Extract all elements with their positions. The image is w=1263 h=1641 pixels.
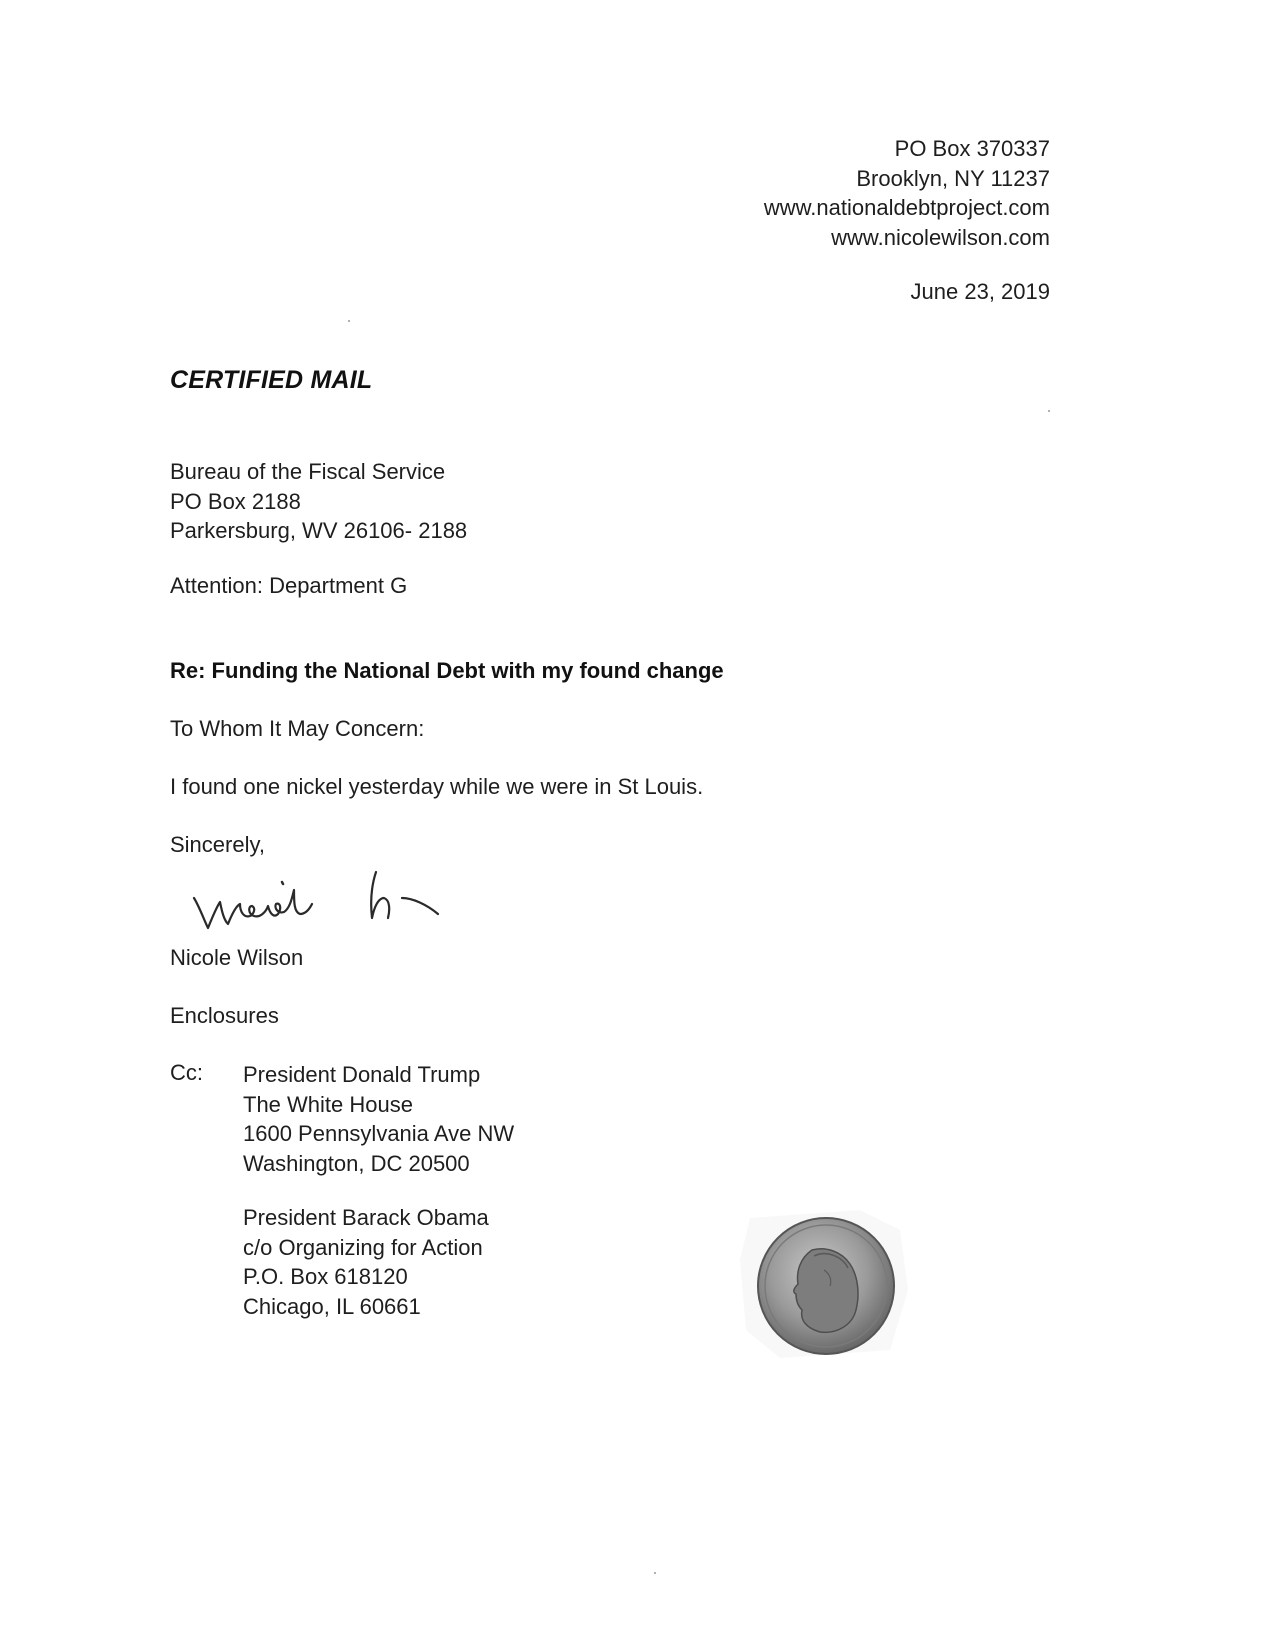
cc-recipient [243,1060,514,1178]
sender-po-box: PO Box 370337 [894,136,1050,161]
subject-line: Re: Funding the National Debt with my found change [170,658,724,683]
attention-line: Attention: Department G [170,573,408,598]
enclosures-note: Enclosures [170,1003,279,1028]
mail-type: CERTIFIED MAIL [170,366,373,394]
nickel-coin-icon [740,1210,910,1360]
cc-recipient-name: President Barack Obama [243,1205,489,1230]
cc-label: Cc: [170,1060,203,1085]
scan-speck [348,320,350,322]
cc-recipient-line: Washington, DC 20500 [243,1150,470,1176]
sender-city: Brooklyn, NY 11237 [856,165,1050,191]
recipient-name: Bureau of the Fiscal Service [170,459,446,484]
cc-recipient [243,1203,489,1321]
cc-recipient-name: President Donald Trump [243,1062,481,1087]
handwritten-signature [190,868,470,948]
signer-name: Nicole Wilson [170,945,304,970]
cc-recipient-line: c/o Organizing for Action [243,1234,483,1260]
closing: Sincerely, [170,832,265,857]
recipient-po-box: PO Box 2188 [170,488,301,514]
salutation: To Whom It May Concern: [170,716,425,741]
cc-recipient-line: Chicago, IL 60661 [243,1293,421,1319]
sender-website-2: www.nicolewilson.com [831,224,1050,250]
letter-date: June 23, 2019 [910,279,1050,304]
recipient-city: Parkersburg, WV 26106- 2188 [170,518,468,543]
scan-speck [1048,410,1050,412]
sender-address [764,134,1050,252]
recipient-address [170,457,467,546]
sender-website-1: www.nationaldebtproject.com [763,195,1050,220]
letter-body: I found one nickel yesterday while we were in St Louis. [170,774,704,799]
cc-recipient-line: The White House [243,1091,413,1117]
cc-recipient-line: 1600 Pennsylvania Ave NW [243,1121,515,1146]
cc-recipient-line: P.O. Box 618120 [243,1264,408,1289]
scan-speck [654,1572,656,1574]
